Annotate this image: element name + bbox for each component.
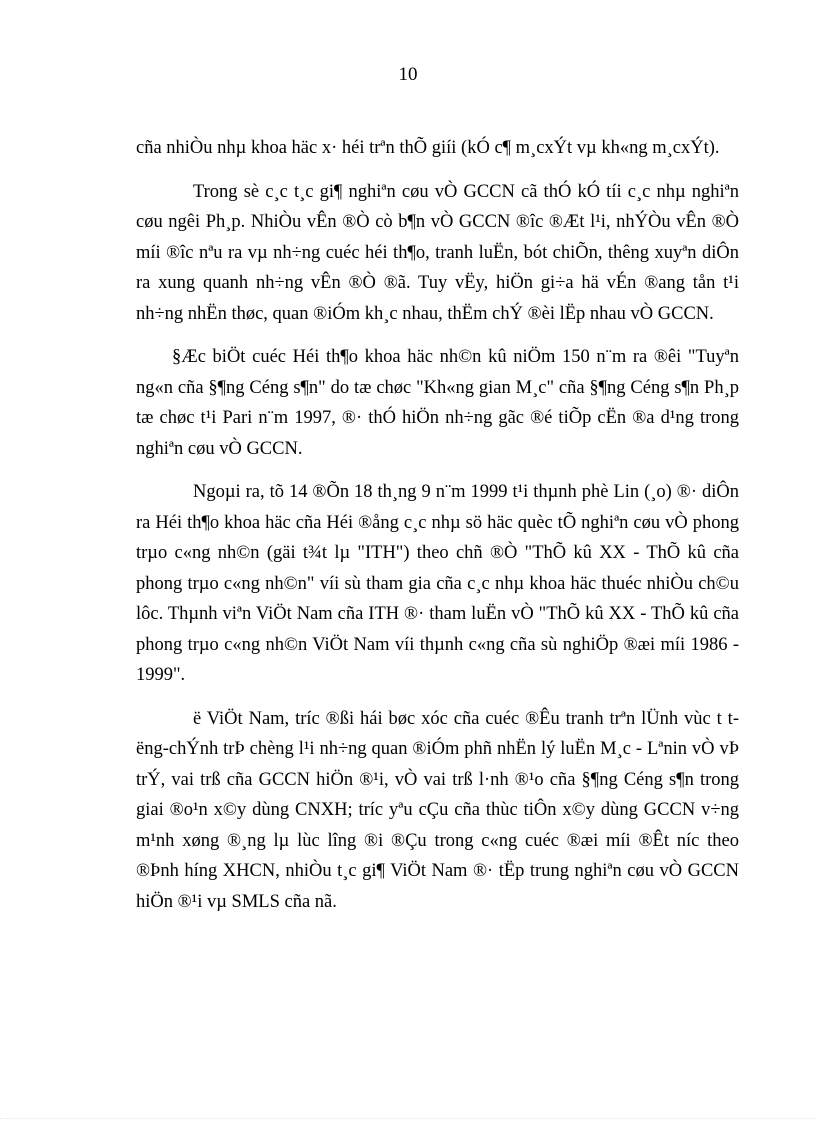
paragraph-1: cña nhiÒu nhµ khoa häc x· héi trªn thÕ giíi (kÓ c¶ m¸cxÝt vµ kh«ng m¸cxÝt). — [136, 138, 720, 158]
paragraph-2: Trong sè c¸c t¸c gi¶ nghiªn cøu vÒ GCCN cã thÓ kÓ tíi c¸c nhµ nghiªn cøu ngêi Ph¸p. NhiÒu vÊn ®Ò cò b¶n vÒ GCCN ®îc ®Æt l¹i, nhÝÒu vÊn ®Ò míi ®îc nªu ra vµ nh÷ng cuéc héi th¶o, tranh luËn, bót chiÕn, thêng xuyªn diÔn ra xung quanh nh÷ng vÊn ®Ò ®ã. Tuy vËy, hiÖn gi÷a hä vÉn ®ang tån t¹i nh÷ng nhËn thøc, quan ®iÓm kh¸c nhau, thËm chÝ ®èi lËp nhau vÒ GCCN. — [136, 181, 739, 324]
paragraph-5: ë ViÖt Nam, tríc ®ßi hái bøc xóc cña cuéc ®Êu tranh trªn lÜnh vùc t tëng-chÝnh trÞ chèng l¹i nh÷ng quan ®iÓm phñ nhËn lý luËn M¸c - Lªnin vÒ vÞ trÝ, vai trß cña GCCN hiÖn ®¹i, vÒ vai trß l·nh ®¹o cña §¶ng Céng s¶n trong giai ®o¹n x©y dùng CNXH; tríc yªu cÇu cña thùc tiÔn x©y dùng GCCN v÷ng m¹nh xøng ®¸ng lµ lùc lîng ®i ®Çu trong c«ng cuéc ®æi míi ®Êt níc theo ®Þnh híng XHCN, nhiÒu t¸c gi¶ ViÖt Nam ®· tËp trung nghiªn cøu vÒ GCCN hiÖn ®¹i vµ SMLS cña nã. — [136, 708, 739, 912]
paragraph-3: §Æc biÖt cuéc Héi th¶o khoa häc nh©n kû niÖm 150 n¨m ra ®êi "Tuyªn ng«n cña §¶ng Céng s¶n" do tæ chøc "Kh«ng gian M¸c" cña §¶ng Céng s¶n Ph¸p tæ chøc t¹i Pari n¨m 1997, ®· thÓ hiÖn nh÷ng gãc ®é tiÕp cËn ®a d¹ng trong nghiªn cøu vÒ GCCN. — [136, 347, 739, 459]
document-body — [136, 133, 739, 930]
page-bottom-rule — [0, 1118, 816, 1119]
paragraph-4: Ngoµi ra, tõ 14 ®Õn 18 th¸ng 9 n¨m 1999 t¹i thµnh phè Lin (¸o) ®· diÔn ra Héi th¶o khoa häc cña Héi ®ång c¸c nhµ sö häc quèc tÕ nghiªn cøu vÒ phong trµo c«ng nh©n (gäi t¾t lµ "ITH") theo chñ ®Ò "ThÕ kû XX - ThÕ kû cña phong trµo c«ng nh©n" víi sù tham gia cña c¸c nhµ khoa häc thuéc nhiÒu ch©u lôc. Thµnh viªn ViÖt Nam cña ITH ®· tham luËn vÒ "ThÕ kû XX - ThÕ kû cña phong trµo c«ng nh©n ViÖt Nam víi thµnh c«ng cña sù nghiÖp ®æi míi 1986 - 1999". — [136, 482, 739, 685]
page-number: 10 — [398, 64, 418, 85]
